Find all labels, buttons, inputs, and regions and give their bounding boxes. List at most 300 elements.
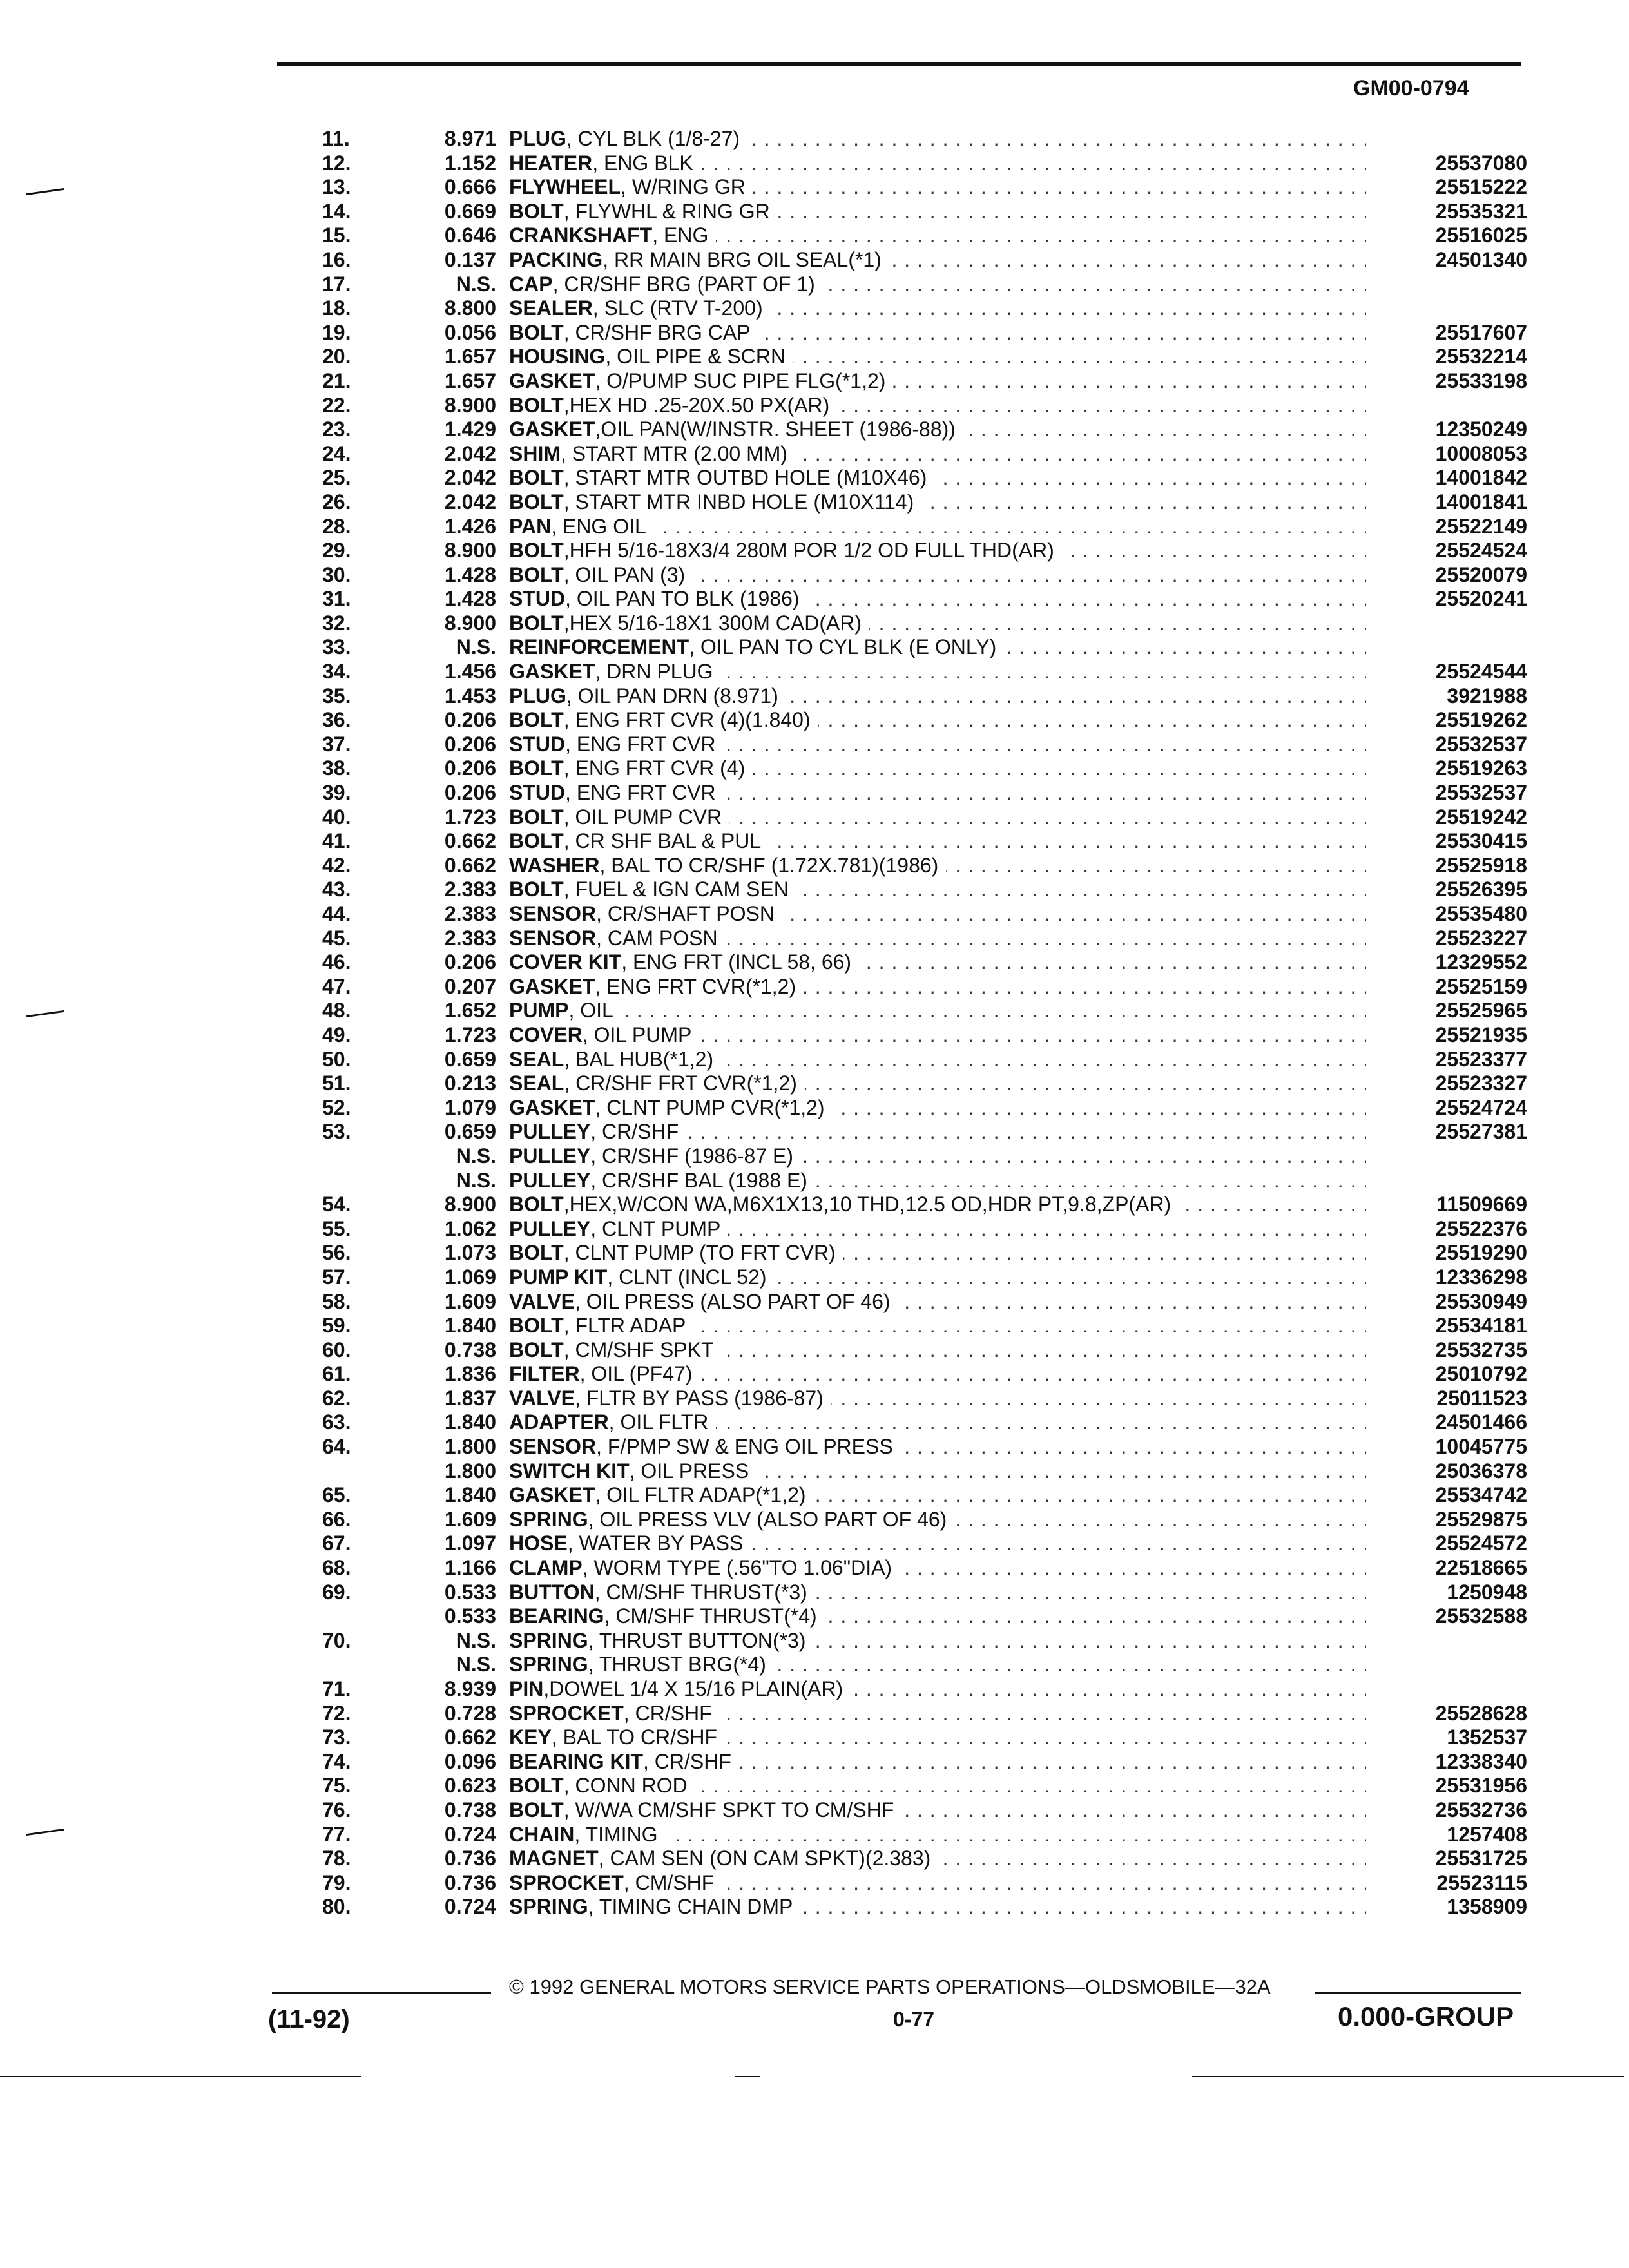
part-name: BOLT	[509, 199, 564, 223]
part-number: 25532735	[1366, 1338, 1527, 1363]
table-row	[322, 321, 1527, 345]
part-name: FLYWHEEL	[509, 175, 621, 199]
part-name: SPROCKET	[509, 1701, 624, 1725]
part-description	[496, 296, 1527, 321]
table-row	[322, 1120, 1527, 1144]
ref-number: 20.	[322, 345, 351, 369]
table-row	[322, 781, 1527, 805]
part-detail: , CM/SHF THRUST(*3)	[594, 1580, 807, 1604]
ref-number: 40.	[322, 805, 351, 829]
group-number: 8.900	[444, 1193, 496, 1216]
part-detail: , CR/SHF BRG CAP	[563, 320, 751, 344]
group-number: 0.646	[444, 224, 496, 247]
part-number: 25517607	[1366, 321, 1527, 345]
part-name: BOLT	[509, 1338, 564, 1361]
part-detail: , OIL	[568, 999, 613, 1023]
ref-number: 69.	[322, 1580, 351, 1604]
part-name: CRANKSHAFT	[509, 224, 653, 247]
part-detail: , OIL PIPE & SCRN	[605, 345, 786, 369]
ref-number: 58.	[322, 1289, 351, 1313]
group-number: N.S.	[456, 1628, 496, 1652]
ref-number: 57.	[322, 1265, 351, 1289]
group-number: 8.900	[444, 393, 496, 417]
table-row	[322, 1629, 1527, 1653]
group-number: 0.728	[444, 1701, 496, 1725]
table-row	[322, 418, 1527, 442]
part-detail: , OIL PAN (3)	[563, 562, 686, 586]
part-name: SEAL	[509, 1047, 564, 1071]
ref-number: 51.	[322, 1072, 351, 1095]
part-detail: , ENG	[652, 224, 709, 247]
part-detail: , CONN ROD	[563, 1774, 688, 1798]
part-detail: ,DOWEL 1/4 X 15/16 PLAIN(AR)	[543, 1677, 843, 1700]
part-detail: , OIL FLTR	[608, 1410, 709, 1434]
group-number: 1.456	[444, 660, 496, 684]
part-number: 25523377	[1366, 1048, 1527, 1072]
table-row	[322, 127, 1527, 151]
table-row	[322, 1217, 1527, 1242]
group-number: 2.383	[444, 878, 496, 901]
table-row	[322, 248, 1527, 273]
part-detail: , OIL PRESS	[629, 1459, 749, 1483]
table-row	[322, 927, 1527, 951]
table-row	[322, 1435, 1527, 1459]
part-detail: , FLTR ADAP	[563, 1314, 686, 1338]
table-row	[322, 1604, 1527, 1629]
ref-number: 72.	[322, 1701, 351, 1725]
part-number: 25529875	[1366, 1508, 1527, 1532]
part-name: BOLT	[509, 490, 564, 514]
part-detail: , OIL FLTR ADAP(*1,2)	[595, 1483, 806, 1507]
scan-mark	[26, 1829, 64, 1836]
part-number: 25525918	[1366, 854, 1527, 878]
ref-number: 13.	[322, 175, 351, 199]
part-detail: ,HFH 5/16-18X3/4 280M POR 1/2 OD FULL THD(AR)	[563, 539, 1054, 562]
part-name: MAGNET	[509, 1847, 599, 1870]
part-number: 25531725	[1366, 1847, 1527, 1871]
table-row	[322, 1556, 1527, 1581]
part-detail: , CLNT PUMP (TO FRT CVR)	[563, 1241, 836, 1265]
group-number: 0.662	[444, 1725, 496, 1749]
table-row	[322, 733, 1527, 757]
table-row	[322, 200, 1527, 224]
group-number: 0.659	[444, 1047, 496, 1071]
part-name: SENSOR	[509, 902, 597, 925]
group-number: 1.723	[444, 805, 496, 829]
ref-number: 32.	[322, 611, 351, 635]
part-description	[496, 635, 1527, 660]
part-number: 25521935	[1366, 1023, 1527, 1048]
table-row	[322, 1338, 1527, 1363]
group-number: 0.724	[444, 1822, 496, 1846]
table-row	[322, 273, 1527, 297]
table-row	[322, 1314, 1527, 1338]
part-detail: , CM/SHF SPKT	[563, 1338, 714, 1361]
table-row	[322, 1871, 1527, 1896]
part-name: BOLT	[509, 562, 564, 586]
group-number: 1.097	[444, 1532, 496, 1555]
ref-number: 14.	[322, 199, 351, 223]
part-detail: , CM/SHF	[623, 1870, 715, 1894]
table-row	[322, 1410, 1527, 1435]
group-number: 1.079	[444, 1095, 496, 1119]
part-number: 12350249	[1366, 418, 1527, 442]
part-number: 25519262	[1366, 708, 1527, 733]
part-detail: , O/PUMP SUC PIPE FLG(*1,2)	[595, 369, 886, 392]
part-name: PUMP KIT	[509, 1265, 608, 1289]
table-row	[322, 151, 1527, 176]
part-name: SWITCH KIT	[509, 1459, 630, 1483]
part-description	[496, 1629, 1527, 1653]
part-number: 25530415	[1366, 829, 1527, 854]
part-description	[496, 127, 1527, 151]
table-row	[322, 1290, 1527, 1314]
part-number: 25516025	[1366, 224, 1527, 248]
group-number: N.S.	[456, 1144, 496, 1168]
group-number: 0.096	[444, 1749, 496, 1773]
ref-number: 54.	[322, 1193, 351, 1216]
part-name: PULLEY	[509, 1168, 591, 1192]
part-detail: , ENG FRT CVR	[565, 732, 716, 756]
part-name: PAN	[509, 514, 552, 538]
part-name: BOLT	[509, 466, 564, 490]
ref-number: 44.	[322, 902, 351, 925]
part-number: 25036378	[1366, 1459, 1527, 1484]
part-detail: , CLNT (INCL 52)	[607, 1265, 767, 1289]
ref-number: 77.	[322, 1822, 351, 1846]
ref-number: 21.	[322, 369, 351, 392]
part-name: BOLT	[509, 1774, 564, 1798]
part-number: 25524724	[1366, 1096, 1527, 1120]
part-detail: , CR/SHF	[643, 1749, 731, 1773]
group-number: 1.069	[444, 1265, 496, 1289]
part-name: SPRING	[509, 1507, 588, 1531]
scan-mark	[735, 2076, 760, 2077]
group-number: 0.724	[444, 1895, 496, 1919]
ref-number: 56.	[322, 1241, 351, 1265]
part-name: VALVE	[509, 1289, 575, 1313]
part-detail: , START MTR OUTBD HOLE (M10X46)	[563, 466, 927, 490]
part-name: STUD	[509, 587, 566, 611]
scan-mark	[0, 2076, 361, 2077]
table-row	[322, 466, 1527, 490]
part-name: GASKET	[509, 418, 595, 441]
group-number: 0.206	[444, 756, 496, 780]
part-name: GASKET	[509, 1095, 595, 1119]
group-number: 0.206	[444, 732, 496, 756]
group-number: N.S.	[456, 635, 496, 659]
part-number: 25526395	[1366, 878, 1527, 902]
part-number: 25524524	[1366, 539, 1527, 563]
group-number: 1.657	[444, 369, 496, 392]
part-detail: , BAL TO CR/SHF (1.72X.781)(1986)	[599, 853, 939, 877]
ref-number: 68.	[322, 1556, 351, 1580]
ref-number: 70.	[322, 1628, 351, 1652]
part-number: 25523115	[1366, 1871, 1527, 1896]
part-description	[496, 611, 1527, 636]
part-number: 1250948	[1366, 1581, 1527, 1605]
table-row	[322, 539, 1527, 563]
ref-number: 71.	[322, 1677, 351, 1700]
group-number: 1.428	[444, 562, 496, 586]
table-row	[322, 515, 1527, 539]
part-detail: , BAL HUB(*1,2)	[564, 1047, 714, 1071]
group-number: 1.429	[444, 418, 496, 441]
part-number: 25520241	[1366, 587, 1527, 611]
group-number: 0.206	[444, 708, 496, 732]
part-name: SENSOR	[509, 926, 597, 950]
table-row	[322, 999, 1527, 1023]
part-name: CLAMP	[509, 1556, 583, 1580]
table-row	[322, 175, 1527, 200]
part-name: SENSOR	[509, 1435, 597, 1459]
group-label: 0.000-GROUP	[1338, 2001, 1514, 2032]
part-detail: , OIL PAN TO CYL BLK (E ONLY)	[689, 635, 997, 659]
table-row	[322, 1387, 1527, 1411]
group-number: 2.042	[444, 490, 496, 514]
group-number: 1.840	[444, 1483, 496, 1507]
ref-number: 59.	[322, 1314, 351, 1338]
ref-number: 19.	[322, 320, 351, 344]
ref-number: 64.	[322, 1435, 351, 1459]
part-number: 25525159	[1366, 975, 1527, 999]
table-row	[322, 756, 1527, 781]
ref-number: 60.	[322, 1338, 351, 1361]
part-detail: , ENG FRT CVR	[565, 781, 716, 805]
ref-number: 46.	[322, 950, 351, 974]
part-name: SPRING	[509, 1895, 588, 1919]
part-name: HEATER	[509, 151, 593, 175]
part-description	[496, 1169, 1527, 1193]
part-detail: , WATER BY PASS	[567, 1532, 744, 1555]
part-number: 22518665	[1366, 1556, 1527, 1581]
part-number: 25519242	[1366, 805, 1527, 830]
table-row	[322, 1581, 1527, 1605]
ref-number: 48.	[322, 999, 351, 1023]
group-number: 2.042	[444, 466, 496, 490]
part-detail: , CR/SHAFT POSN	[596, 902, 775, 925]
part-number: 25520079	[1366, 563, 1527, 588]
part-number: 25534181	[1366, 1314, 1527, 1338]
part-name: CAP	[509, 272, 553, 296]
part-detail: , OIL PUMP	[582, 1023, 692, 1046]
table-row	[322, 1023, 1527, 1048]
ref-number: 76.	[322, 1798, 351, 1821]
ref-number: 18.	[322, 296, 351, 320]
group-number: 1.428	[444, 587, 496, 611]
part-detail: ,OIL PAN(W/INSTR. SHEET (1986-88))	[595, 418, 956, 441]
table-row	[322, 1653, 1527, 1677]
ref-number: 25.	[322, 466, 351, 490]
scan-mark	[26, 188, 64, 195]
part-name: BEARING KIT	[509, 1749, 643, 1773]
part-number: 24501466	[1366, 1410, 1527, 1435]
part-number: 25537080	[1366, 151, 1527, 176]
leader-dots	[509, 999, 1366, 1023]
table-row	[322, 345, 1527, 369]
part-number: 12338340	[1366, 1750, 1527, 1774]
part-detail: , OIL PRESS VLV (ALSO PART OF 46)	[588, 1507, 947, 1531]
part-number: 12329552	[1366, 950, 1527, 975]
group-number: 1.609	[444, 1289, 496, 1313]
group-number: 0.738	[444, 1798, 496, 1821]
part-number: 25532588	[1366, 1604, 1527, 1629]
copyright-line: © 1992 GENERAL MOTORS SERVICE PARTS OPERATIONS—OLDSMOBILE—32A	[509, 1975, 1271, 1998]
part-detail: , CR/SHF BAL (1988 E)	[590, 1168, 807, 1192]
table-row	[322, 635, 1527, 660]
table-row	[322, 587, 1527, 611]
group-number: 1.836	[444, 1362, 496, 1386]
group-number: 0.659	[444, 1120, 496, 1144]
group-number: 1.609	[444, 1507, 496, 1531]
part-name: FILTER	[509, 1362, 580, 1386]
ref-number: 11.	[322, 127, 350, 150]
part-name: SHIM	[509, 441, 561, 465]
ref-number: 12.	[322, 151, 351, 175]
table-row	[322, 1677, 1527, 1702]
part-detail: , CR/SHF	[590, 1120, 679, 1144]
ref-number: 66.	[322, 1507, 351, 1531]
part-detail: , OIL PUMP CVR	[563, 805, 722, 829]
part-detail: , F/PMP SW & ENG OIL PRESS	[596, 1435, 893, 1459]
part-number: 25522149	[1366, 515, 1527, 539]
part-name: PUMP	[509, 999, 569, 1023]
part-name: BEARING	[509, 1604, 604, 1628]
part-name: BOLT	[509, 829, 564, 853]
part-detail: , THRUST BRG(*4)	[588, 1653, 766, 1677]
group-number: 1.073	[444, 1241, 496, 1265]
part-detail: , CR/SHF (1986-87 E)	[590, 1144, 793, 1168]
ref-number: 30.	[322, 562, 351, 586]
part-number: 10008053	[1366, 442, 1527, 466]
part-number: 25528628	[1366, 1702, 1527, 1726]
ref-number: 41.	[322, 829, 351, 853]
group-number: N.S.	[456, 1653, 496, 1677]
group-number: 1.152	[444, 151, 496, 175]
part-detail: , OIL PAN TO BLK (1986)	[565, 587, 800, 611]
group-number: 0.206	[444, 781, 496, 805]
ref-number: 63.	[322, 1410, 351, 1434]
ref-number: 28.	[322, 514, 351, 538]
ref-number: 65.	[322, 1483, 351, 1507]
part-detail: , W/RING GR	[621, 175, 746, 199]
part-name: PULLEY	[509, 1216, 591, 1240]
table-row	[322, 611, 1527, 636]
table-row	[322, 1702, 1527, 1726]
group-number: 1.837	[444, 1386, 496, 1410]
part-detail: , OIL (PF47)	[579, 1362, 693, 1386]
group-number: 0.669	[444, 199, 496, 223]
part-name: WASHER	[509, 853, 600, 877]
part-detail: , ENG FRT CVR(*1,2)	[595, 974, 796, 998]
ref-number: 31.	[322, 587, 351, 611]
part-detail: , CR/SHF	[623, 1701, 712, 1725]
document-code: GM00-0794	[1353, 76, 1469, 101]
part-detail: , ENG FRT CVR (4)	[563, 756, 746, 780]
part-name: COVER	[509, 1023, 583, 1046]
part-description	[496, 394, 1527, 418]
part-detail: , FLYWHL & RING GR	[563, 199, 770, 223]
ref-number: 80.	[322, 1895, 351, 1919]
part-number: 10045775	[1366, 1435, 1527, 1459]
group-number: 0.736	[444, 1847, 496, 1870]
part-number: 25523327	[1366, 1072, 1527, 1096]
part-number: 25530949	[1366, 1290, 1527, 1314]
group-number: 1.652	[444, 999, 496, 1023]
part-detail: , OIL PAN DRN (8.971)	[566, 684, 778, 707]
ref-number: 36.	[322, 708, 351, 732]
part-number: 14001841	[1366, 490, 1527, 515]
group-number: 1.840	[444, 1410, 496, 1434]
part-number: 25535321	[1366, 200, 1527, 224]
table-row	[322, 296, 1527, 321]
table-row	[322, 1483, 1527, 1508]
ref-number: 42.	[322, 853, 351, 877]
group-number: 0.623	[444, 1774, 496, 1798]
table-row	[322, 394, 1527, 418]
scan-mark	[26, 1010, 64, 1017]
table-row	[322, 684, 1527, 709]
ref-number: 61.	[322, 1362, 351, 1386]
table-row	[322, 1144, 1527, 1169]
group-number: 1.453	[444, 684, 496, 707]
part-name: GASKET	[509, 974, 595, 998]
part-name: BOLT	[509, 1193, 564, 1216]
part-detail: , FLTR BY PASS (1986-87)	[574, 1386, 824, 1410]
part-number: 12336298	[1366, 1265, 1527, 1290]
ref-number: 29.	[322, 539, 351, 562]
table-row	[322, 1847, 1527, 1871]
part-number: 25534742	[1366, 1483, 1527, 1508]
part-name: HOUSING	[509, 345, 606, 369]
part-number: 14001842	[1366, 466, 1527, 490]
part-name: BOLT	[509, 320, 564, 344]
table-row	[322, 1048, 1527, 1072]
table-row	[322, 1750, 1527, 1774]
part-name: PIN	[509, 1677, 544, 1700]
part-number: 25515222	[1366, 175, 1527, 200]
part-name: KEY	[509, 1725, 552, 1749]
group-number: 0.137	[444, 247, 496, 271]
part-number: 1358909	[1366, 1895, 1527, 1919]
ref-number: 73.	[322, 1725, 351, 1749]
part-name: COVER KIT	[509, 950, 622, 974]
group-number: 2.383	[444, 902, 496, 925]
table-row	[322, 878, 1527, 902]
ref-number: 47.	[322, 974, 351, 998]
part-name: HOSE	[509, 1532, 568, 1555]
part-name: GASKET	[509, 369, 595, 392]
table-row	[322, 829, 1527, 854]
ref-number: 26.	[322, 490, 351, 514]
part-detail: , CR/SHF BRG (PART OF 1)	[552, 272, 815, 296]
group-number: 1.426	[444, 514, 496, 538]
table-row	[322, 1895, 1527, 1919]
ref-number: 78.	[322, 1847, 351, 1870]
part-detail: , CAM POSN	[596, 926, 718, 950]
part-name: BUTTON	[509, 1580, 595, 1604]
part-detail: , SLC (RTV T-200)	[592, 296, 763, 320]
group-number: 8.900	[444, 539, 496, 562]
table-row	[322, 490, 1527, 515]
part-number: 25525965	[1366, 999, 1527, 1023]
table-row	[322, 369, 1527, 394]
ref-number: 16.	[322, 247, 351, 271]
part-detail: , START MTR INBD HOLE (M10X114)	[563, 490, 914, 514]
table-row	[322, 1725, 1527, 1750]
part-detail: , W/WA CM/SHF SPKT TO CM/SHF	[563, 1798, 894, 1821]
parts-list	[322, 127, 1527, 1919]
